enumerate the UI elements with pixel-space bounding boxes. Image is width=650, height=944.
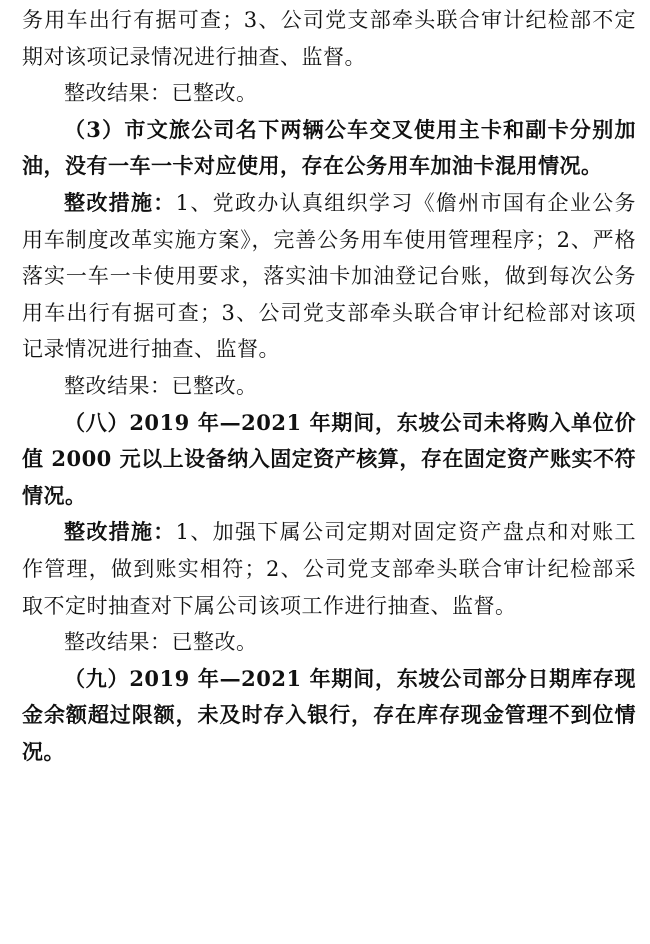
issue-heading-8: （八）2019 年—2021 年期间，东坡公司未将购入单位价值 2000 元以上设备纳入固定资产核算，存在固定资产账实不符情况。: [22, 409, 636, 508]
issue-heading-3: （3）市文旅公司名下两辆公车交叉使用主卡和副卡分别加油，没有一车一卡对应使用，存在公务用车加油卡混用情况。: [22, 116, 636, 179]
measures-text-2: 1、党政办认真组织学习《儋州市国有企业公务用车制度改革实施方案》，完善公务用车使用管理程序；2、严格落实一车一卡使用要求，落实油卡加油登记台账，做到每次公务用车出行有据可查；3、公司党支部牵头联合审计纪检部对该项记录情况进行抽查、监督。: [22, 190, 637, 362]
issue-heading-9: （九）2019 年—2021 年期间，东坡公司部分日期库存现金余额超过限额，未及时存入银行，存在库存现金管理不到位情况。: [22, 665, 636, 764]
measures-text-3: 1、加强下属公司定期对固定资产盘点和对账工作管理，做到账实相符；2、公司党支部牵头联合审计纪检部采取不定时抽查对下属公司该项工作进行抽查、监督。: [22, 520, 637, 618]
measures-lead-3: 整改措施：: [64, 519, 176, 545]
rectification-result-1: 整改结果：已整改。: [64, 81, 258, 106]
rectification-measures-2: [22, 185, 636, 368]
rectification-measures-3: [22, 514, 636, 624]
rectification-result-3: 整改结果：已整改。: [64, 630, 258, 655]
rectification-result-2: 整改结果：已整改。: [64, 373, 258, 398]
measures-lead-2: 整改措施：: [64, 189, 176, 215]
paragraph-continuation: 务用车出行有据可查；3、公司党支部牵头联合审计纪检部不定期对该项记录情况进行抽查、监督。: [22, 8, 636, 69]
